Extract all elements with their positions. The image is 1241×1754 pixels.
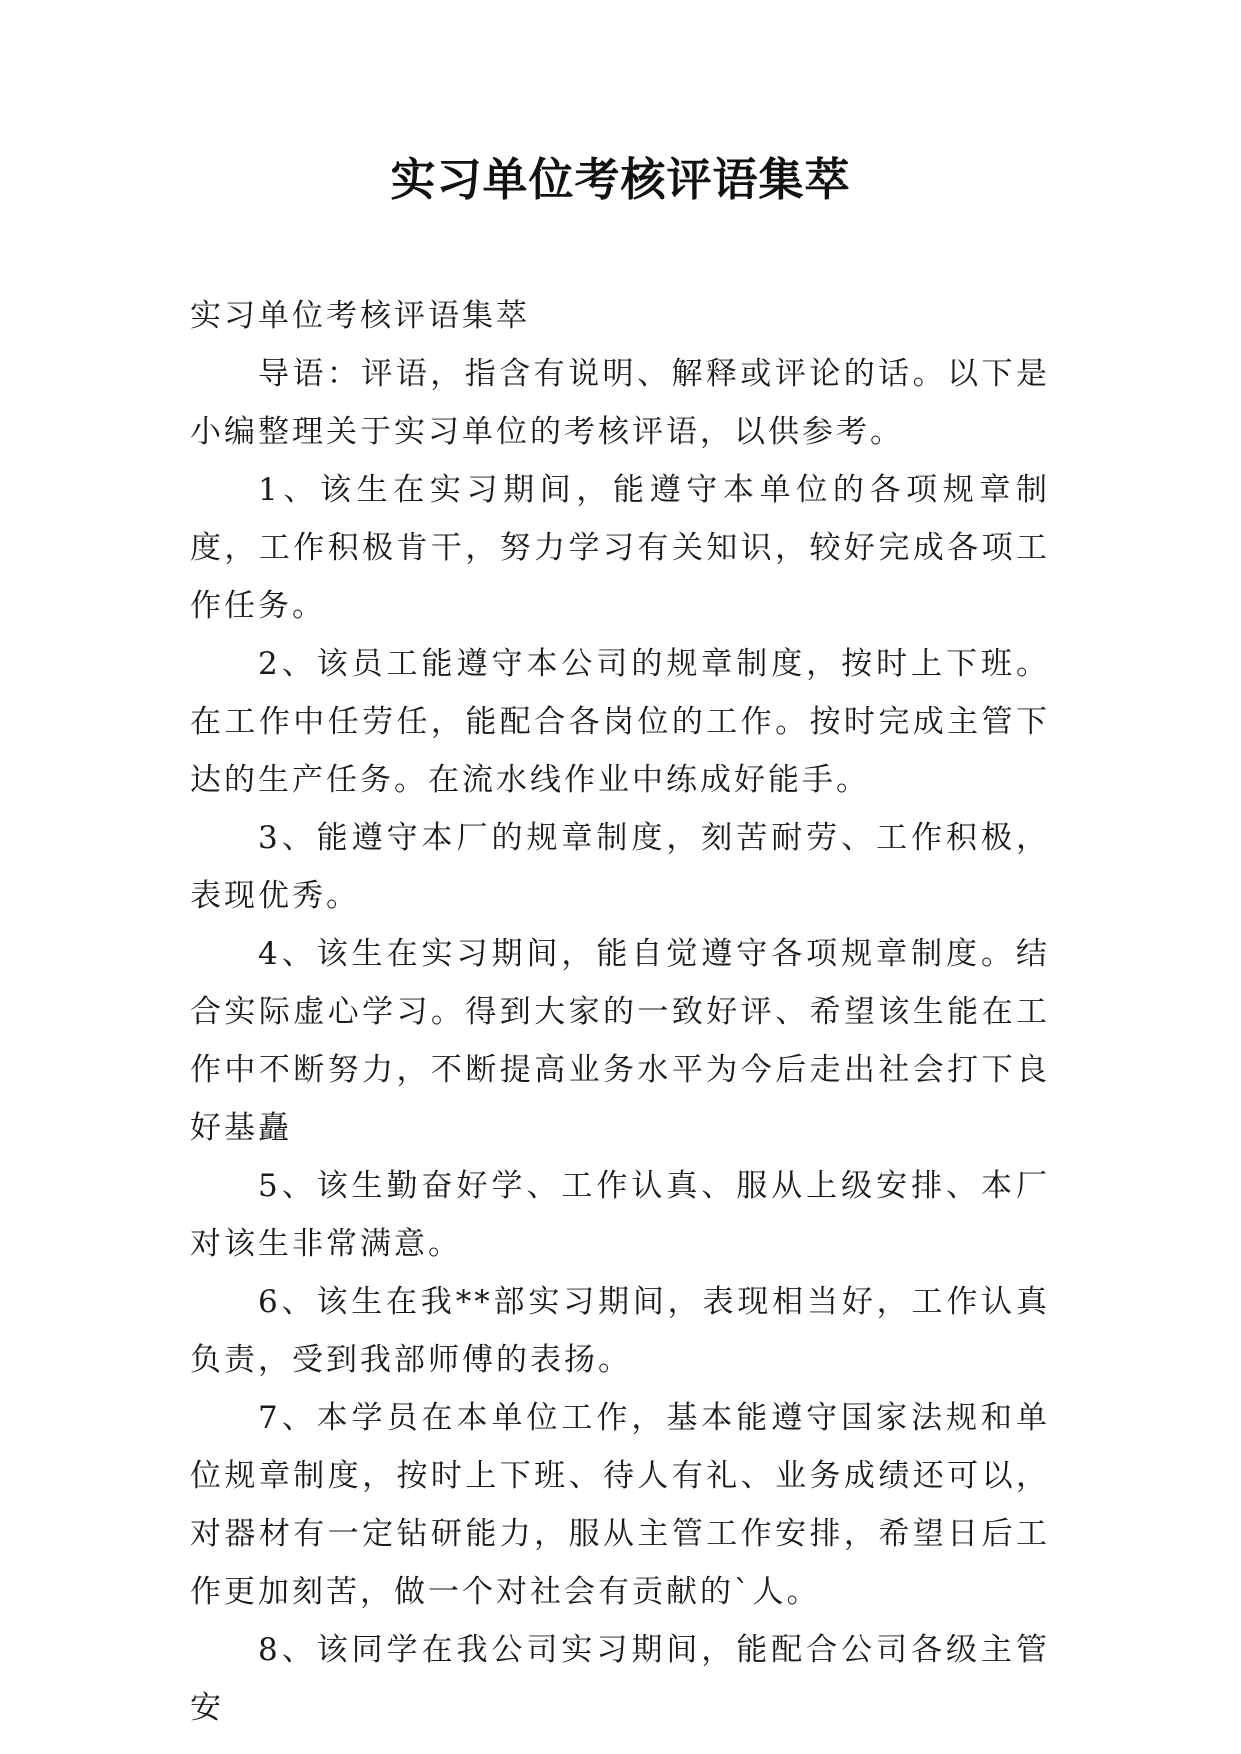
comment-paragraph-5: 5、该生勤奋好学、工作认真、服从上级安排、本厂对该生非常满意。 — [190, 1168, 1050, 1262]
comment-paragraph-1: 1、该生在实习期间，能遵守本单位的各项规章制度，工作积极肯干，努力学习有关知识，较好完成各项工作任务。 — [190, 472, 1050, 624]
comment-paragraph-8: 8、该同学在我公司实习期间，能配合公司各级主管安 — [190, 1632, 1050, 1726]
document-title: 实习单位考核评语集萃 — [390, 153, 851, 206]
intro-paragraph: 导语：评语，指含有说明、解释或评论的话。以下是小编整理关于实习单位的考核评语，以供参考。 — [190, 356, 1050, 450]
comment-paragraph-4: 4、该生在实习期间，能自觉遵守各项规章制度。结合实际虚心学习。得到大家的一致好评、希望该生能在工作中不断努力，不断提高业务水平为今后走出社会打下良好基矗 — [190, 936, 1050, 1146]
document-body — [190, 287, 1050, 1737]
document-subtitle: 实习单位考核评语集萃 — [190, 298, 530, 334]
comment-paragraph-7: 7、本学员在本单位工作，基本能遵守国家法规和单位规章制度，按时上下班、待人有礼、业务成绩还可以，对器材有一定钻研能力，服从主管工作安排，希望日后工作更加刻苦，做一个对社会有贡献的`人。 — [190, 1400, 1050, 1610]
comment-paragraph-2: 2、该员工能遵守本公司的规章制度，按时上下班。在工作中任劳任，能配合各岗位的工作。按时完成主管下达的生产任务。在流水线作业中练成好能手。 — [190, 646, 1050, 798]
comment-paragraph-6: 6、该生在我**部实习期间，表现相当好，工作认真负责，受到我部师傅的表扬。 — [190, 1284, 1050, 1378]
comment-paragraph-3: 3、能遵守本厂的规章制度，刻苦耐劳、工作积极，表现优秀。 — [190, 820, 1050, 914]
